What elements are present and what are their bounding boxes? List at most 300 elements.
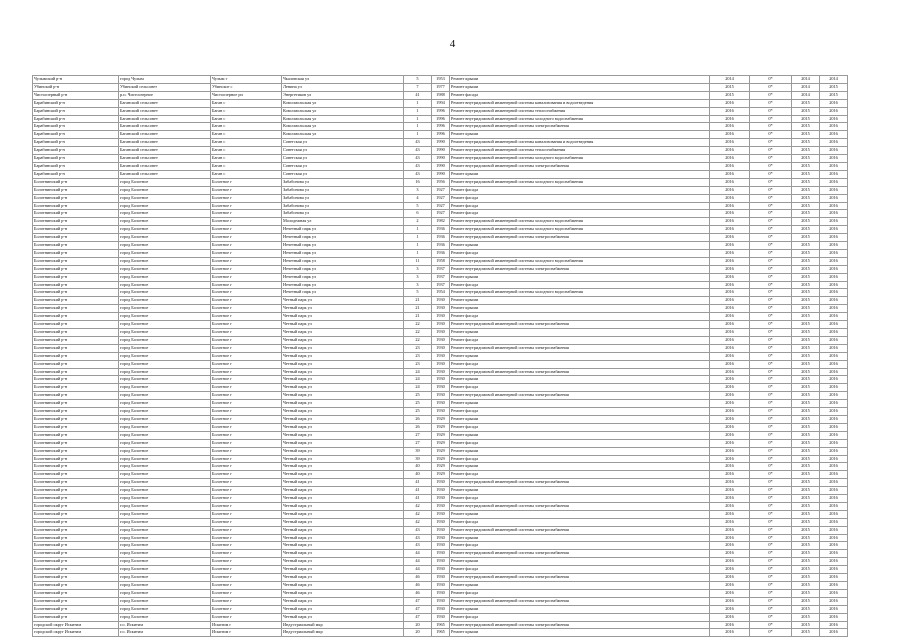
build-year-cell: 1930 <box>432 384 450 392</box>
work-type-cell: Ремонт фасада <box>450 384 710 392</box>
street-cell: Четный парк ул <box>282 313 404 321</box>
house-number-cell: 5 <box>404 76 432 84</box>
plan-start-year-cell: 2015 <box>792 305 820 313</box>
percent-cell: 0* <box>750 257 792 265</box>
table-row <box>33 234 848 242</box>
plan-start-year-cell: 2015 <box>792 313 820 321</box>
build-year-cell: 1936 <box>432 249 450 257</box>
table-row <box>33 455 848 463</box>
municipality-cell: город Болотное <box>119 431 211 439</box>
work-type-cell: Ремонт фасада <box>450 194 710 202</box>
build-year-cell: 1965 <box>432 621 450 629</box>
table-row <box>33 305 848 313</box>
municipality-cell: город Болотное <box>119 574 211 582</box>
district-cell: Болотнинский р-н <box>33 281 119 289</box>
completion-year-cell: 2016 <box>710 621 750 629</box>
table-row <box>33 281 848 289</box>
district-cell: Барабинский р-н <box>33 107 119 115</box>
district-cell: Болотнинский р-н <box>33 360 119 368</box>
settlement-cell: Болотное г <box>211 392 282 400</box>
table-row <box>33 368 848 376</box>
house-number-cell: 3 <box>404 281 432 289</box>
work-type-cell: Ремонт внутридомовой инженерной системы электроснабжения <box>450 574 710 582</box>
house-number-cell: 3 <box>404 273 432 281</box>
street-cell: Четный парк ул <box>282 368 404 376</box>
plan-end-year-cell: 2016 <box>820 329 848 337</box>
work-type-cell: Ремонт крыши <box>450 534 710 542</box>
table-row <box>33 336 848 344</box>
house-number-cell: 24 <box>404 376 432 384</box>
percent-cell: 0* <box>750 329 792 337</box>
percent-cell: 0* <box>750 447 792 455</box>
work-type-cell: Ремонт фасада <box>450 589 710 597</box>
plan-end-year-cell: 2016 <box>820 502 848 510</box>
percent-cell: 0* <box>750 392 792 400</box>
build-year-cell: 1930 <box>432 613 450 621</box>
house-number-cell: 4 <box>404 194 432 202</box>
municipality-cell: город Болотное <box>119 605 211 613</box>
completion-year-cell: 2016 <box>710 273 750 281</box>
house-number-cell: 22 <box>404 336 432 344</box>
district-cell: Болотнинский р-н <box>33 574 119 582</box>
district-cell: Болотнинский р-н <box>33 463 119 471</box>
build-year-cell: 1930 <box>432 534 450 542</box>
table-row <box>33 487 848 495</box>
table-row <box>33 226 848 234</box>
street-cell: Четный парк ул <box>282 344 404 352</box>
table-row <box>33 479 848 487</box>
municipality-cell: Баганский сельсовет <box>119 99 211 107</box>
municipality-cell: город Болотное <box>119 344 211 352</box>
municipality-cell: город Болотное <box>119 471 211 479</box>
plan-end-year-cell: 2016 <box>820 605 848 613</box>
street-cell: Энергетиков ул <box>282 91 404 99</box>
district-cell: Болотнинский р-н <box>33 273 119 281</box>
completion-year-cell: 2016 <box>710 408 750 416</box>
street-cell: Комсомольская ул <box>282 99 404 107</box>
completion-year-cell: 2016 <box>710 479 750 487</box>
house-number-cell: 22 <box>404 329 432 337</box>
completion-year-cell: 2016 <box>710 510 750 518</box>
district-cell: Барабинский р-н <box>33 115 119 123</box>
build-year-cell: 1996 <box>432 115 450 123</box>
street-cell: Четный парк ул <box>282 305 404 313</box>
table-row <box>33 155 848 163</box>
street-cell: Четный парк ул <box>282 574 404 582</box>
build-year-cell: 1930 <box>432 518 450 526</box>
work-type-cell: Ремонт крыши <box>450 510 710 518</box>
table-row <box>33 423 848 431</box>
plan-end-year-cell: 2016 <box>820 360 848 368</box>
municipality-cell: город Болотное <box>119 202 211 210</box>
table-row <box>33 621 848 629</box>
plan-end-year-cell: 2016 <box>820 566 848 574</box>
build-year-cell: 1930 <box>432 329 450 337</box>
build-year-cell: 1930 <box>432 502 450 510</box>
plan-start-year-cell: 2015 <box>792 479 820 487</box>
build-year-cell: 1956 <box>432 178 450 186</box>
completion-year-cell: 2016 <box>710 107 750 115</box>
district-cell: Болотнинский р-н <box>33 534 119 542</box>
settlement-cell: Болотное г <box>211 510 282 518</box>
settlement-cell: Болотное г <box>211 447 282 455</box>
percent-cell: 0* <box>750 629 792 637</box>
street-cell: Ленина ул <box>282 83 404 91</box>
work-type-cell: Ремонт крыши <box>450 76 710 84</box>
build-year-cell: 1930 <box>432 376 450 384</box>
work-type-cell: Ремонт внутридомовой инженерной системы электроснабжения <box>450 321 710 329</box>
work-type-cell: Ремонт внутридомовой инженерной системы электроснабжения <box>450 526 710 534</box>
district-cell: Болотнинский р-н <box>33 400 119 408</box>
settlement-cell: Болотное г <box>211 297 282 305</box>
district-cell: Болотнинский р-н <box>33 344 119 352</box>
work-type-cell: Ремонт внутридомовой инженерной системы электроснабжения <box>450 621 710 629</box>
percent-cell: 0* <box>750 194 792 202</box>
plan-end-year-cell: 2016 <box>820 629 848 637</box>
percent-cell: 0* <box>750 479 792 487</box>
house-number-cell: 43 <box>404 534 432 542</box>
street-cell: Забабонова ул <box>282 210 404 218</box>
completion-year-cell: 2016 <box>710 242 750 250</box>
plan-start-year-cell: 2015 <box>792 439 820 447</box>
work-type-cell: Ремонт фасада <box>450 439 710 447</box>
municipality-cell: город Болотное <box>119 257 211 265</box>
completion-year-cell: 2016 <box>710 352 750 360</box>
municipality-cell: Баганский сельсовет <box>119 162 211 170</box>
completion-year-cell: 2016 <box>710 123 750 131</box>
completion-year-cell: 2016 <box>710 518 750 526</box>
work-type-cell: Ремонт крыши <box>450 558 710 566</box>
work-type-cell: Ремонт фасада <box>450 471 710 479</box>
municipality-cell: город Болотное <box>119 439 211 447</box>
municipality-cell: город Болотное <box>119 265 211 273</box>
plan-end-year-cell: 2016 <box>820 210 848 218</box>
work-type-cell: Ремонт внутридомовой инженерной системы электроснабжения <box>450 368 710 376</box>
build-year-cell: 1930 <box>432 574 450 582</box>
plan-end-year-cell: 2016 <box>820 115 848 123</box>
district-cell: Болотнинский р-н <box>33 210 119 218</box>
build-year-cell: 1990 <box>432 162 450 170</box>
settlement-cell: Болотное г <box>211 202 282 210</box>
table-row <box>33 162 848 170</box>
percent-cell: 0* <box>750 344 792 352</box>
table-row <box>33 297 848 305</box>
percent-cell: 0* <box>750 352 792 360</box>
work-type-cell: Ремонт фасада <box>450 360 710 368</box>
percent-cell: 0* <box>750 107 792 115</box>
house-number-cell: 26 <box>404 415 432 423</box>
completion-year-cell: 2016 <box>710 313 750 321</box>
table-row <box>33 439 848 447</box>
plan-end-year-cell: 2016 <box>820 431 848 439</box>
work-type-cell: Ремонт фасада <box>450 495 710 503</box>
completion-year-cell: 2016 <box>710 423 750 431</box>
district-cell: Болотнинский р-н <box>33 408 119 416</box>
house-number-cell: 3 <box>404 265 432 273</box>
district-cell: Болотнинский р-н <box>33 249 119 257</box>
house-number-cell: 22 <box>404 321 432 329</box>
table-row <box>33 518 848 526</box>
settlement-cell: Баган с <box>211 99 282 107</box>
build-year-cell: 1927 <box>432 202 450 210</box>
municipality-cell: город Болотное <box>119 281 211 289</box>
plan-end-year-cell: 2016 <box>820 218 848 226</box>
house-number-cell: 42 <box>404 518 432 526</box>
street-cell: Четный парк ул <box>282 566 404 574</box>
district-cell: Болотнинский р-н <box>33 613 119 621</box>
table-row <box>33 115 848 123</box>
plan-end-year-cell: 2016 <box>820 107 848 115</box>
plan-end-year-cell: 2016 <box>820 471 848 479</box>
percent-cell: 0* <box>750 91 792 99</box>
street-cell: Индустриальный мкр <box>282 621 404 629</box>
build-year-cell: 1927 <box>432 194 450 202</box>
build-year-cell: 1929 <box>432 415 450 423</box>
plan-end-year-cell: 2016 <box>820 162 848 170</box>
street-cell: Комсомольская ул <box>282 115 404 123</box>
plan-end-year-cell: 2014 <box>820 76 848 84</box>
table-row <box>33 463 848 471</box>
work-type-cell: Ремонт крыши <box>450 273 710 281</box>
completion-year-cell: 2016 <box>710 376 750 384</box>
house-number-cell: 1 <box>404 234 432 242</box>
district-cell: Болотнинский р-н <box>33 178 119 186</box>
district-cell: Болотнинский р-н <box>33 479 119 487</box>
house-number-cell: 23 <box>404 344 432 352</box>
plan-end-year-cell: 2016 <box>820 178 848 186</box>
settlement-cell: Искитим г <box>211 629 282 637</box>
completion-year-cell: 2016 <box>710 495 750 503</box>
plan-start-year-cell: 2015 <box>792 297 820 305</box>
register-body <box>33 76 848 637</box>
plan-start-year-cell: 2015 <box>792 415 820 423</box>
street-cell: Четный парк ул <box>282 384 404 392</box>
settlement-cell: Болотное г <box>211 265 282 273</box>
settlement-cell: Болотное г <box>211 605 282 613</box>
build-year-cell: 1936 <box>432 226 450 234</box>
build-year-cell: 1996 <box>432 107 450 115</box>
work-type-cell: Ремонт фасада <box>450 423 710 431</box>
plan-start-year-cell: 2015 <box>792 526 820 534</box>
percent-cell: 0* <box>750 558 792 566</box>
house-number-cell: 7 <box>404 83 432 91</box>
street-cell: Четный парк ул <box>282 558 404 566</box>
completion-year-cell: 2016 <box>710 218 750 226</box>
build-year-cell: 1930 <box>432 526 450 534</box>
plan-start-year-cell: 2015 <box>792 170 820 178</box>
work-type-cell: Ремонт внутридомовой инженерной системы холодного водоснабжения <box>450 115 710 123</box>
table-row <box>33 186 848 194</box>
percent-cell: 0* <box>750 249 792 257</box>
settlement-cell: Болотное г <box>211 574 282 582</box>
work-type-cell: Ремонт фасада <box>450 455 710 463</box>
plan-start-year-cell: 2015 <box>792 621 820 629</box>
district-cell: Болотнинский р-н <box>33 502 119 510</box>
plan-end-year-cell: 2016 <box>820 408 848 416</box>
settlement-cell: Баган с <box>211 139 282 147</box>
street-cell: Четный парк ул <box>282 589 404 597</box>
plan-start-year-cell: 2015 <box>792 408 820 416</box>
house-number-cell: 26 <box>404 423 432 431</box>
percent-cell: 0* <box>750 502 792 510</box>
street-cell: Нечетный парк ул <box>282 273 404 281</box>
house-number-cell: 1 <box>404 226 432 234</box>
build-year-cell: 1930 <box>432 597 450 605</box>
district-cell: Барабинский р-н <box>33 123 119 131</box>
district-cell: Болотнинский р-н <box>33 384 119 392</box>
build-year-cell: 1929 <box>432 439 450 447</box>
plan-start-year-cell: 2015 <box>792 487 820 495</box>
completion-year-cell: 2016 <box>710 455 750 463</box>
table-row <box>33 526 848 534</box>
street-cell: Комсомольская ул <box>282 123 404 131</box>
house-number-cell: 43 <box>404 526 432 534</box>
district-cell: Болотнинский р-н <box>33 289 119 297</box>
plan-start-year-cell: 2015 <box>792 392 820 400</box>
street-cell: Индустриальный мкр <box>282 629 404 637</box>
settlement-cell: Болотное г <box>211 242 282 250</box>
plan-start-year-cell: 2015 <box>792 605 820 613</box>
district-cell: Барабинский р-н <box>33 162 119 170</box>
district-cell: Болотнинский р-н <box>33 313 119 321</box>
work-type-cell: Ремонт внутридомовой инженерной системы холодного водоснабжения <box>450 289 710 297</box>
work-type-cell: Ремонт крыши <box>450 487 710 495</box>
table-row <box>33 147 848 155</box>
build-year-cell: 1929 <box>432 447 450 455</box>
completion-year-cell: 2016 <box>710 431 750 439</box>
build-year-cell: 1930 <box>432 360 450 368</box>
completion-year-cell: 2016 <box>710 344 750 352</box>
house-number-cell: 44 <box>404 558 432 566</box>
percent-cell: 0* <box>750 597 792 605</box>
municipality-cell: город Болотное <box>119 360 211 368</box>
percent-cell: 0* <box>750 534 792 542</box>
plan-start-year-cell: 2015 <box>792 202 820 210</box>
house-number-cell: 1 <box>404 115 432 123</box>
municipality-cell: город Болотное <box>119 463 211 471</box>
percent-cell: 0* <box>750 202 792 210</box>
plan-end-year-cell: 2016 <box>820 186 848 194</box>
house-number-cell: 6 <box>404 210 432 218</box>
percent-cell: 0* <box>750 297 792 305</box>
municipality-cell: город Болотное <box>119 487 211 495</box>
percent-cell: 0* <box>750 210 792 218</box>
table-row <box>33 510 848 518</box>
percent-cell: 0* <box>750 376 792 384</box>
district-cell: Болотнинский р-н <box>33 439 119 447</box>
district-cell: Болотнинский р-н <box>33 242 119 250</box>
plan-end-year-cell: 2016 <box>820 376 848 384</box>
plan-start-year-cell: 2015 <box>792 597 820 605</box>
street-cell: Четный парк ул <box>282 479 404 487</box>
completion-year-cell: 2016 <box>710 305 750 313</box>
plan-start-year-cell: 2015 <box>792 423 820 431</box>
street-cell: Четный парк ул <box>282 534 404 542</box>
house-number-cell: 16 <box>404 178 432 186</box>
build-year-cell: 1930 <box>432 344 450 352</box>
plan-end-year-cell: 2016 <box>820 242 848 250</box>
plan-start-year-cell: 2014 <box>792 76 820 84</box>
settlement-cell: Болотное г <box>211 257 282 265</box>
percent-cell: 0* <box>750 574 792 582</box>
house-number-cell: 25 <box>404 392 432 400</box>
completion-year-cell: 2016 <box>710 297 750 305</box>
plan-start-year-cell: 2015 <box>792 162 820 170</box>
work-type-cell: Ремонт крыши <box>450 463 710 471</box>
municipality-cell: город Болотное <box>119 392 211 400</box>
percent-cell: 0* <box>750 471 792 479</box>
plan-end-year-cell: 2016 <box>820 621 848 629</box>
settlement-cell: Болотное г <box>211 305 282 313</box>
street-cell: Четный парк ул <box>282 471 404 479</box>
percent-cell: 0* <box>750 487 792 495</box>
municipality-cell: город Болотное <box>119 566 211 574</box>
percent-cell: 0* <box>750 83 792 91</box>
district-cell: Барабинский р-н <box>33 139 119 147</box>
plan-start-year-cell: 2015 <box>792 455 820 463</box>
municipality-cell: Баганский сельсовет <box>119 155 211 163</box>
plan-end-year-cell: 2016 <box>820 344 848 352</box>
district-cell: Барабинский р-н <box>33 170 119 178</box>
settlement-cell: Болотное г <box>211 566 282 574</box>
percent-cell: 0* <box>750 139 792 147</box>
table-row <box>33 289 848 297</box>
plan-start-year-cell: 2015 <box>792 360 820 368</box>
table-row <box>33 265 848 273</box>
work-type-cell: Ремонт внутридомовой инженерной системы теплоснабжения <box>450 147 710 155</box>
build-year-cell: 1929 <box>432 423 450 431</box>
municipality-cell: город Болотное <box>119 297 211 305</box>
table-row <box>33 273 848 281</box>
street-cell: Четный парк ул <box>282 495 404 503</box>
plan-end-year-cell: 2016 <box>820 447 848 455</box>
municipality-cell: Баганский сельсовет <box>119 170 211 178</box>
municipality-cell: город Болотное <box>119 336 211 344</box>
work-type-cell: Ремонт внутридомовой инженерной системы холодного водоснабжения <box>450 257 710 265</box>
settlement-cell: Болотное г <box>211 273 282 281</box>
house-number-cell: 40 <box>404 463 432 471</box>
completion-year-cell: 2016 <box>710 257 750 265</box>
percent-cell: 0* <box>750 273 792 281</box>
plan-end-year-cell: 2016 <box>820 550 848 558</box>
district-cell: городской округ Искитим <box>33 629 119 637</box>
district-cell: Болотнинский р-н <box>33 297 119 305</box>
build-year-cell: 1937 <box>432 273 450 281</box>
work-type-cell: Ремонт внутридомовой инженерной системы электроснабжения <box>450 550 710 558</box>
build-year-cell: 1930 <box>432 487 450 495</box>
completion-year-cell: 2016 <box>710 471 750 479</box>
municipality-cell: город Болотное <box>119 273 211 281</box>
settlement-cell: Чистоозерное рп <box>211 91 282 99</box>
house-number-cell: 25 <box>404 408 432 416</box>
table-row <box>33 597 848 605</box>
district-cell: Барабинский р-н <box>33 99 119 107</box>
plan-start-year-cell: 2015 <box>792 289 820 297</box>
plan-start-year-cell: 2015 <box>792 574 820 582</box>
municipality-cell: город Болотное <box>119 613 211 621</box>
completion-year-cell: 2016 <box>710 566 750 574</box>
settlement-cell: Болотное г <box>211 360 282 368</box>
house-number-cell: 3 <box>404 186 432 194</box>
plan-end-year-cell: 2016 <box>820 534 848 542</box>
plan-start-year-cell: 2015 <box>792 147 820 155</box>
work-type-cell: Ремонт фасада <box>450 186 710 194</box>
house-number-cell: 5 <box>404 289 432 297</box>
work-type-cell: Ремонт крыши <box>450 131 710 139</box>
settlement-cell: Болотное г <box>211 352 282 360</box>
table-row <box>33 178 848 186</box>
municipality-cell: город Болотное <box>119 352 211 360</box>
